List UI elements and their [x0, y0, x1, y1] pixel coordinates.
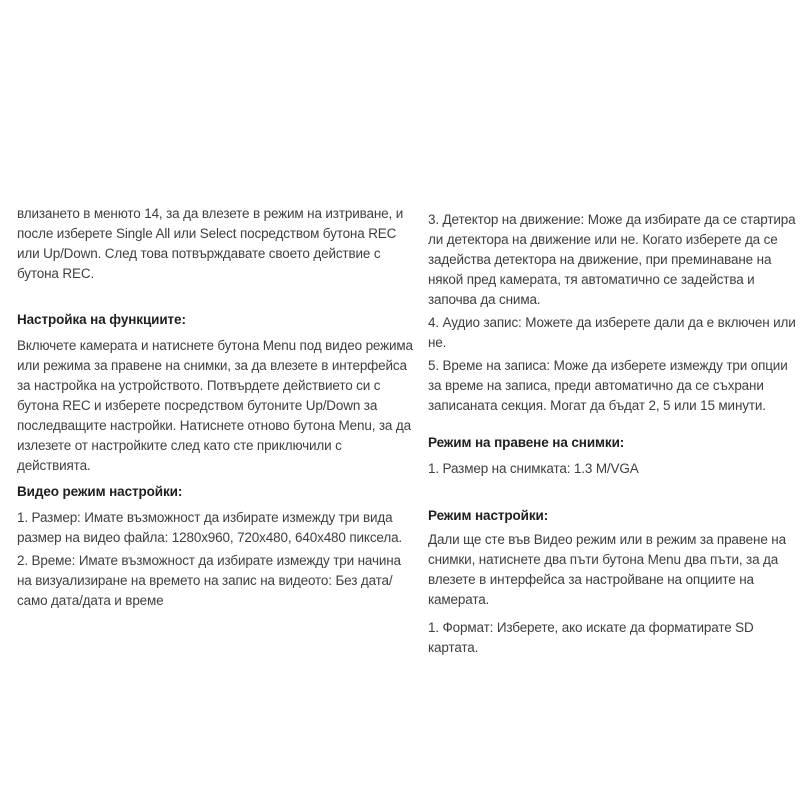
section-heading-settings-mode: Режим настройки:	[428, 508, 549, 523]
video-setting-item-motion-detector: 3. Детектор на движение: Може да избирате да се стартира ли детектора на движение или не. Когато изберете да се задейства детектора на движение, при преминаване на някой пред камерата, тя автоматично се задейства и започва да снима.	[428, 212, 796, 307]
settings-item-format: 1. Формат: Изберете, ако искате да форматирате SD картата.	[428, 620, 754, 655]
section-heading-video-mode-settings: Видео режим настройки:	[17, 484, 183, 499]
video-setting-item-audio-record: 4. Аудио запис: Можете да изберете дали да е включен или не.	[428, 315, 796, 350]
video-setting-item-size: 1. Размер: Имате възможност да избирате измежду три вида размер на видео файла: 1280x960, 720x480, 640x480 пиксела.	[17, 510, 403, 545]
section-heading-functions-setup: Настройка на функциите:	[17, 312, 186, 327]
right-column	[428, 210, 796, 658]
functions-setup-paragraph: Включете камерата и натиснете бутона Menu под видео режима или режима за правене на снимки, за да влезете в интерфейса за настройка на устройството. Потвърдете действието си с бутона REC и изберете посредством бутоните Up/Down за последващите настройки. Натиснете отново бутона Menu, за да излезете от настройките след като сте приключили с действията.	[17, 338, 413, 473]
settings-mode-paragraph: Дали ще сте във Видео режим или в режим за правене на снимки, натиснете два пъти бутона Menu два пъти, за да влезете в интерфейса за настройване на опциите на камерата.	[428, 532, 786, 607]
intro-paragraph: влизането в менюто 14, за да влезете в режим на изтриване, и после изберете Single All или Select посредством бутона REC или Up/Down. След това потвърждавате своето действие с бутона REC.	[17, 206, 404, 281]
section-heading-photo-mode: Режим на правене на снимки:	[428, 435, 625, 450]
left-column	[17, 204, 413, 611]
video-setting-item-record-time: 5. Време на записа: Може да изберете измежду три опции за време на записа, преди автоматично да се съхрани записаната секция. Могат да бъдат 2, 5 или 15 минути.	[428, 358, 788, 413]
photo-setting-item-size: 1. Размер на снимката: 1.3 M/VGA	[428, 461, 639, 476]
video-setting-item-time: 2. Време: Имате възможност да избирате измежду три начина на визуализиране на времето на запис на видеото: Без дата/само дата/дата и време	[17, 553, 401, 608]
